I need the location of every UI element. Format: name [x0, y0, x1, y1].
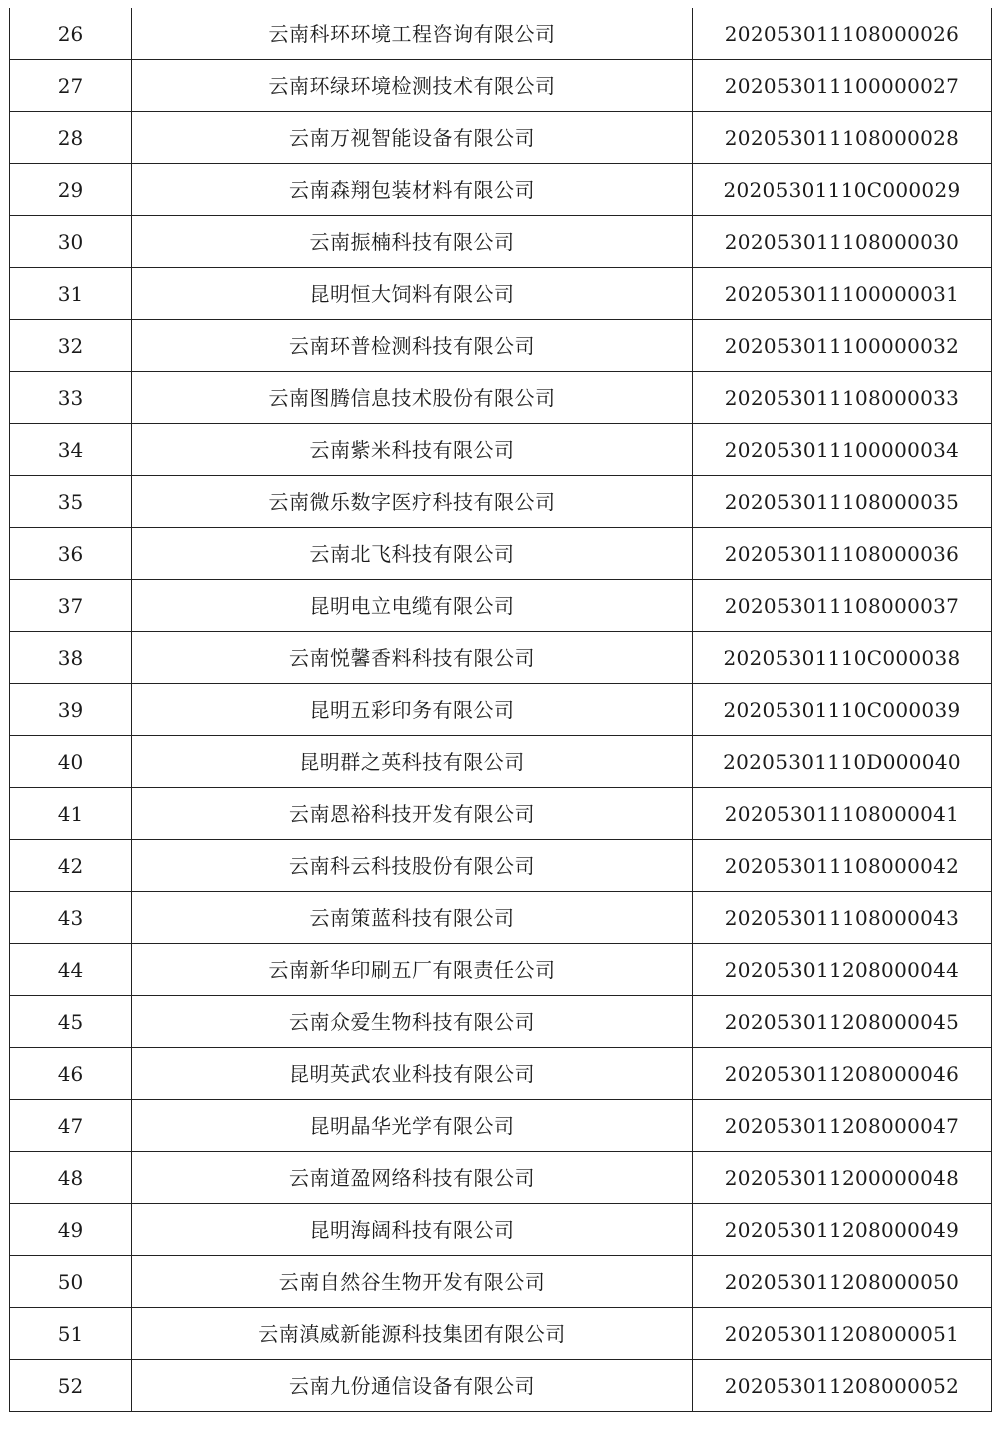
row-number-cell: 32: [10, 320, 132, 372]
row-number-cell: 48: [10, 1152, 132, 1204]
table-row: [10, 320, 992, 372]
table-row: [10, 268, 992, 320]
registration-code-cell: 202053011100000034: [693, 424, 992, 476]
row-number-cell: 38: [10, 632, 132, 684]
table-row: [10, 684, 992, 736]
company-name-cell: 云南九份通信设备有限公司: [132, 1360, 693, 1412]
table-row: [10, 1152, 992, 1204]
registration-code-cell: 202053011100000031: [693, 268, 992, 320]
company-name-cell: 云南道盈网络科技有限公司: [132, 1152, 693, 1204]
table-row: [10, 996, 992, 1048]
table-row: [10, 8, 992, 60]
row-number-cell: 36: [10, 528, 132, 580]
company-name-cell: 云南图腾信息技术股份有限公司: [132, 372, 693, 424]
company-name-cell: 昆明电立电缆有限公司: [132, 580, 693, 632]
row-number-cell: 39: [10, 684, 132, 736]
table-row: [10, 632, 992, 684]
row-number-cell: 28: [10, 112, 132, 164]
row-number-cell: 49: [10, 1204, 132, 1256]
table-row: [10, 476, 992, 528]
registration-code-cell: 202053011108000037: [693, 580, 992, 632]
row-number-cell: 44: [10, 944, 132, 996]
registration-code-cell: 202053011108000035: [693, 476, 992, 528]
company-name-cell: 昆明恒大饲料有限公司: [132, 268, 693, 320]
company-name-cell: 云南万视智能设备有限公司: [132, 112, 693, 164]
registration-code-cell: 202053011208000046: [693, 1048, 992, 1100]
registration-code-cell: 202053011108000026: [693, 8, 992, 60]
registration-code-cell: 20205301110D000040: [693, 736, 992, 788]
row-number-cell: 43: [10, 892, 132, 944]
company-name-cell: 云南森翔包装材料有限公司: [132, 164, 693, 216]
row-number-cell: 26: [10, 8, 132, 60]
row-number-cell: 45: [10, 996, 132, 1048]
registration-code-cell: 202053011108000041: [693, 788, 992, 840]
row-number-cell: 35: [10, 476, 132, 528]
row-number-cell: 30: [10, 216, 132, 268]
registration-code-cell: 202053011208000049: [693, 1204, 992, 1256]
table-row: [10, 736, 992, 788]
table-row: [10, 528, 992, 580]
company-name-cell: 云南环绿环境检测技术有限公司: [132, 60, 693, 112]
company-name-cell: 云南北飞科技有限公司: [132, 528, 693, 580]
table-row: [10, 788, 992, 840]
company-list-table: [9, 8, 992, 1412]
registration-code-cell: 202053011108000043: [693, 892, 992, 944]
row-number-cell: 27: [10, 60, 132, 112]
table-row: [10, 1256, 992, 1308]
company-name-cell: 昆明群之英科技有限公司: [132, 736, 693, 788]
registration-code-cell: 202053011108000036: [693, 528, 992, 580]
table-row: [10, 1360, 992, 1412]
row-number-cell: 52: [10, 1360, 132, 1412]
company-name-cell: 云南众爱生物科技有限公司: [132, 996, 693, 1048]
company-name-cell: 云南科云科技股份有限公司: [132, 840, 693, 892]
company-name-cell: 云南策蓝科技有限公司: [132, 892, 693, 944]
registration-code-cell: 202053011108000028: [693, 112, 992, 164]
company-name-cell: 昆明五彩印务有限公司: [132, 684, 693, 736]
registration-code-cell: 20205301110C000039: [693, 684, 992, 736]
table-row: [10, 892, 992, 944]
row-number-cell: 42: [10, 840, 132, 892]
registration-code-cell: 20205301110C000038: [693, 632, 992, 684]
table-row: [10, 1100, 992, 1152]
table-row: [10, 164, 992, 216]
row-number-cell: 34: [10, 424, 132, 476]
row-number-cell: 47: [10, 1100, 132, 1152]
registration-code-cell: 20205301110C000029: [693, 164, 992, 216]
table-row: [10, 216, 992, 268]
table-row: [10, 580, 992, 632]
table-row: [10, 944, 992, 996]
table-row: [10, 112, 992, 164]
table-row: [10, 424, 992, 476]
company-name-cell: 云南紫米科技有限公司: [132, 424, 693, 476]
company-name-cell: 昆明海阔科技有限公司: [132, 1204, 693, 1256]
table-row: [10, 1308, 992, 1360]
table-row: [10, 840, 992, 892]
registration-code-cell: 202053011208000050: [693, 1256, 992, 1308]
row-number-cell: 41: [10, 788, 132, 840]
company-name-cell: 云南科环环境工程咨询有限公司: [132, 8, 693, 60]
company-name-cell: 云南恩裕科技开发有限公司: [132, 788, 693, 840]
row-number-cell: 46: [10, 1048, 132, 1100]
company-name-cell: 昆明晶华光学有限公司: [132, 1100, 693, 1152]
row-number-cell: 50: [10, 1256, 132, 1308]
company-name-cell: 云南环普检测科技有限公司: [132, 320, 693, 372]
company-name-cell: 云南振楠科技有限公司: [132, 216, 693, 268]
table-row: [10, 1048, 992, 1100]
registration-code-cell: 202053011208000047: [693, 1100, 992, 1152]
company-name-cell: 云南自然谷生物开发有限公司: [132, 1256, 693, 1308]
registration-code-cell: 202053011208000044: [693, 944, 992, 996]
table-row: [10, 372, 992, 424]
company-name-cell: 云南滇威新能源科技集团有限公司: [132, 1308, 693, 1360]
registration-code-cell: 202053011208000045: [693, 996, 992, 1048]
company-name-cell: 云南悦馨香料科技有限公司: [132, 632, 693, 684]
registration-code-cell: 202053011200000048: [693, 1152, 992, 1204]
row-number-cell: 51: [10, 1308, 132, 1360]
company-name-cell: 云南新华印刷五厂有限责任公司: [132, 944, 693, 996]
company-name-cell: 昆明英武农业科技有限公司: [132, 1048, 693, 1100]
registration-code-cell: 202053011208000051: [693, 1308, 992, 1360]
table-row: [10, 1204, 992, 1256]
table-body: [10, 8, 992, 1412]
registration-code-cell: 202053011100000032: [693, 320, 992, 372]
table-row: [10, 60, 992, 112]
row-number-cell: 31: [10, 268, 132, 320]
row-number-cell: 29: [10, 164, 132, 216]
registration-code-cell: 202053011108000033: [693, 372, 992, 424]
row-number-cell: 33: [10, 372, 132, 424]
row-number-cell: 40: [10, 736, 132, 788]
company-name-cell: 云南微乐数字医疗科技有限公司: [132, 476, 693, 528]
row-number-cell: 37: [10, 580, 132, 632]
registration-code-cell: 202053011108000030: [693, 216, 992, 268]
registration-code-cell: 202053011100000027: [693, 60, 992, 112]
registration-code-cell: 202053011108000042: [693, 840, 992, 892]
registration-code-cell: 202053011208000052: [693, 1360, 992, 1412]
